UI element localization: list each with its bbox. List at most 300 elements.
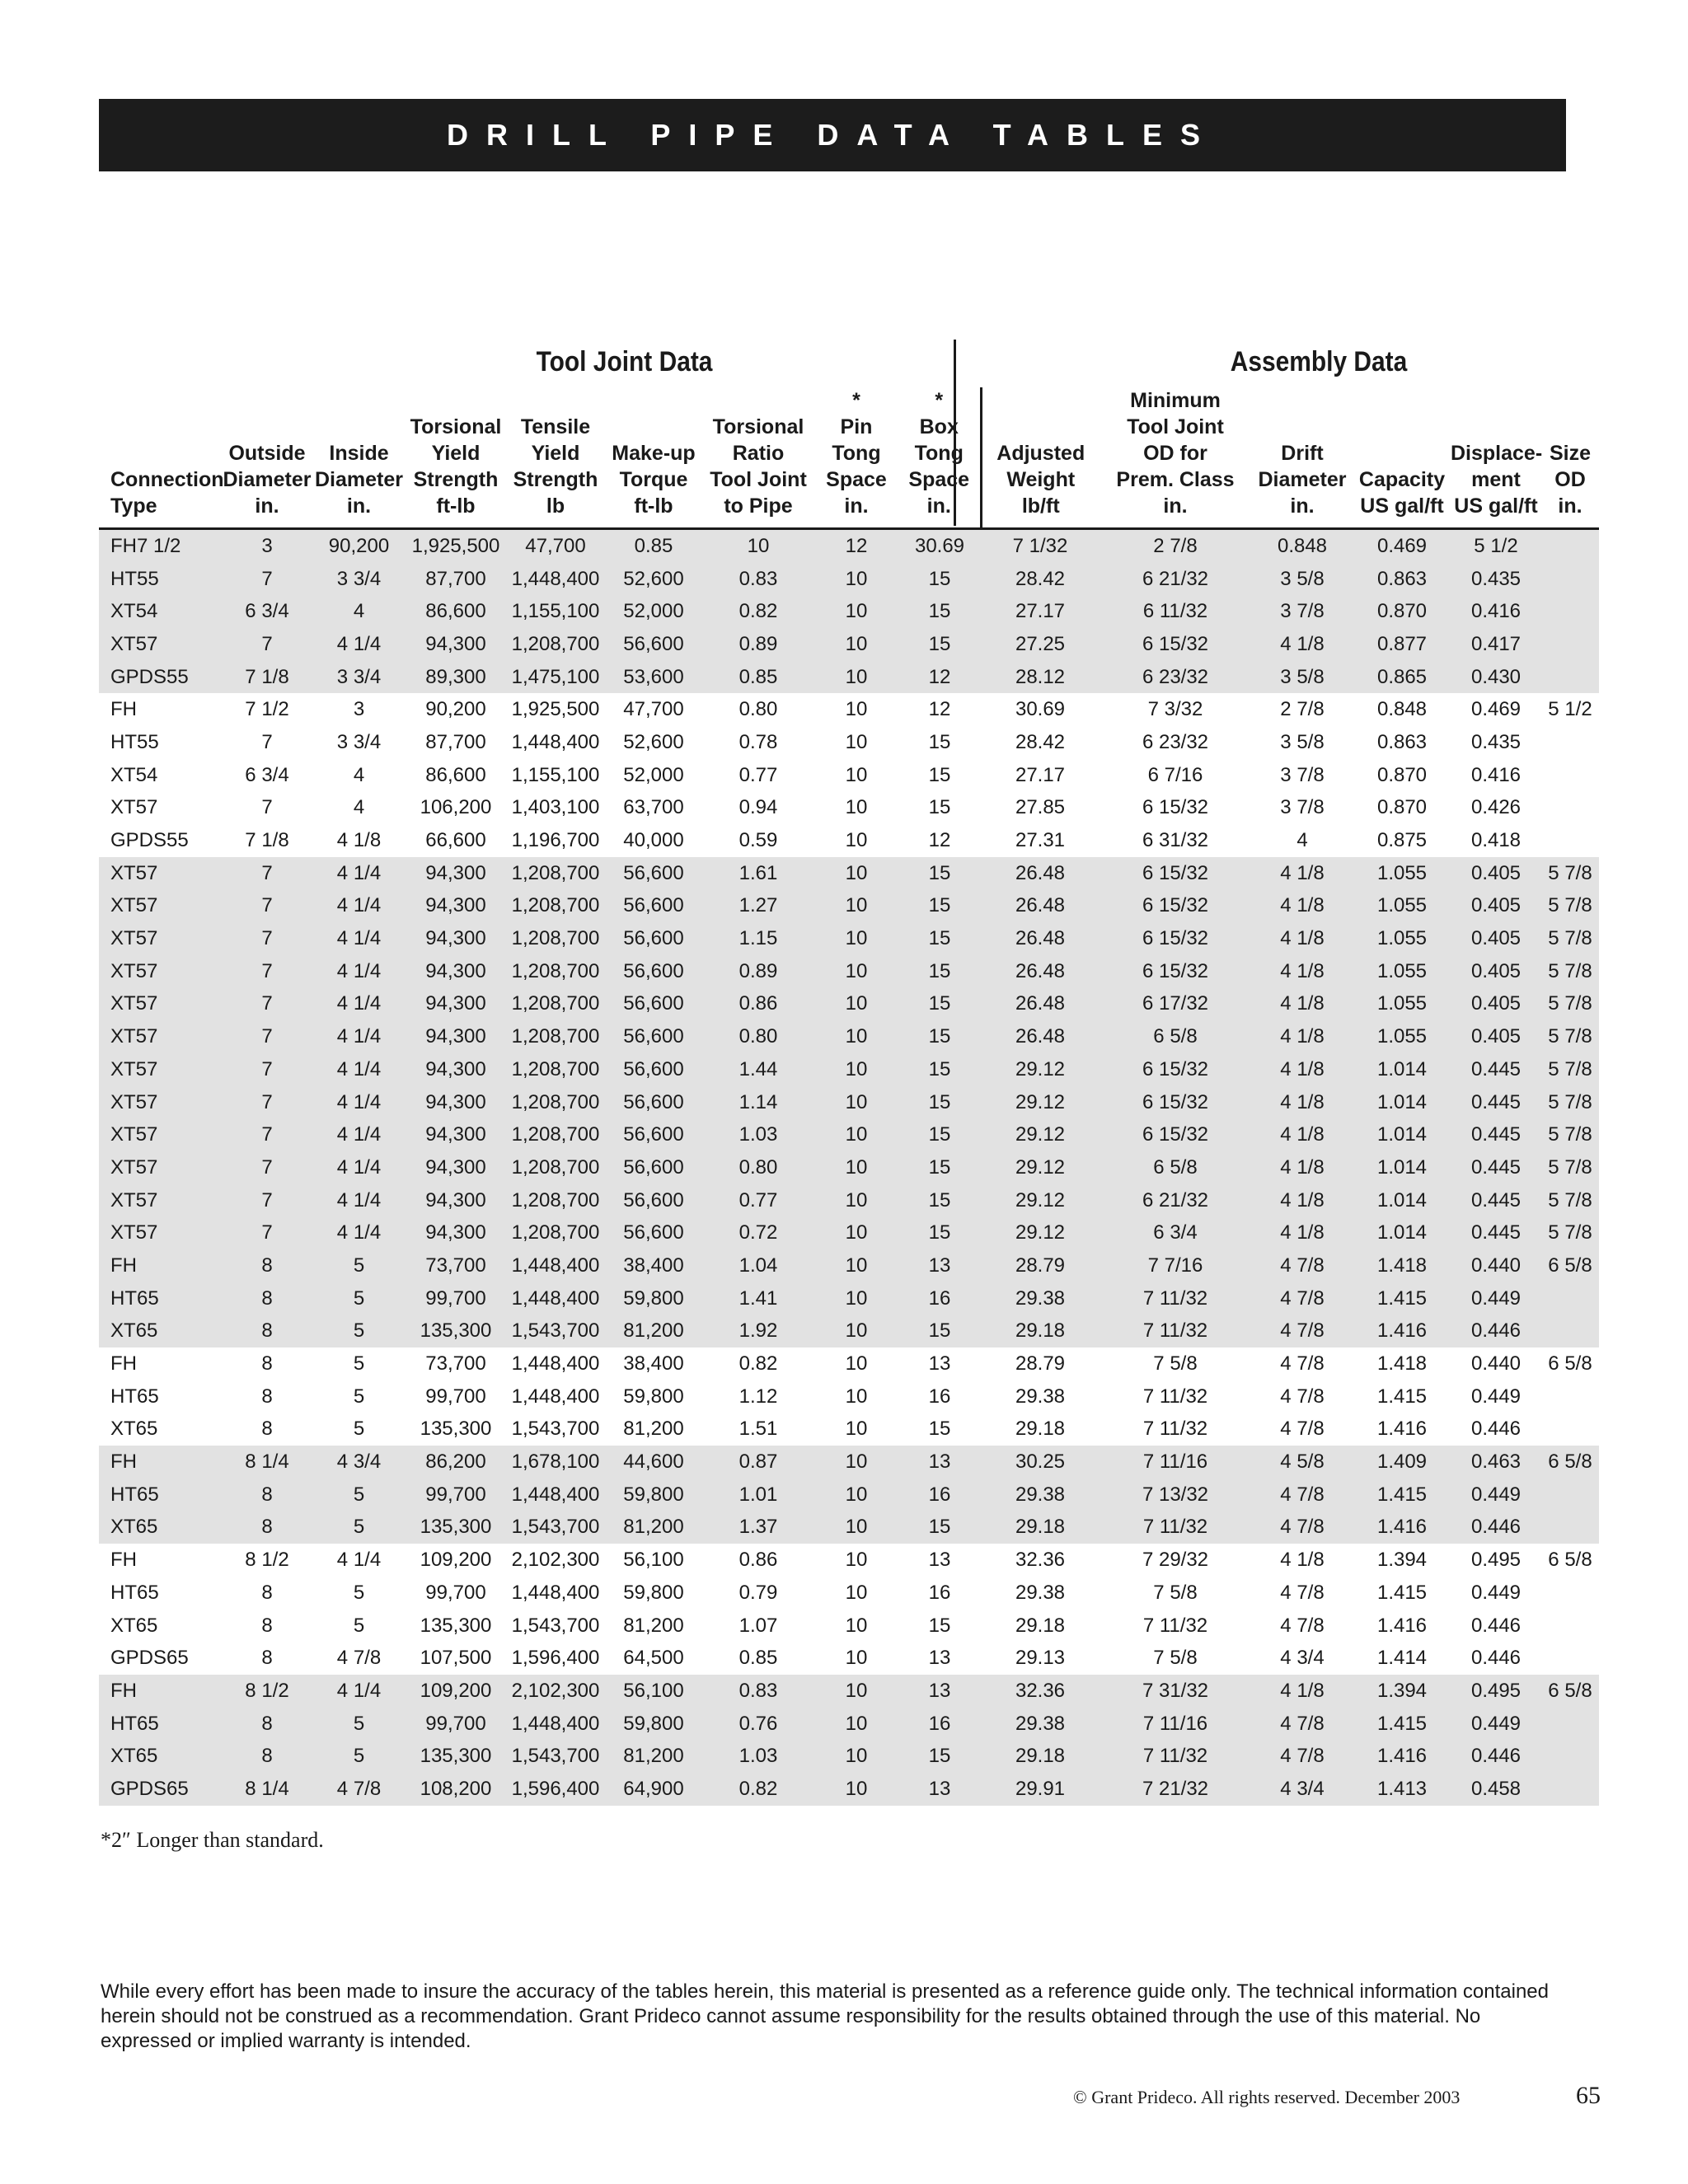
table-cell: 4 7/8: [336, 1647, 382, 1670]
table-cell: 4 1/8: [1251, 1020, 1353, 1053]
table-cell: 1.014: [1353, 1086, 1451, 1119]
table-cell: 10: [845, 1614, 868, 1637]
table-cell: 7 3/32: [1147, 698, 1203, 721]
table-cell: GPDS55: [99, 661, 222, 694]
table-cell: 0.76: [702, 1708, 814, 1741]
table-cell: 13: [898, 1675, 981, 1708]
table-cell: 0.85: [605, 529, 702, 563]
column-header: Inside Diameter in.: [312, 387, 406, 529]
table-cell: 40,000: [623, 829, 684, 852]
table-cell: 15: [898, 563, 981, 596]
table-cell: 52,000: [623, 763, 684, 786]
table-cell: 81,200: [623, 1614, 684, 1637]
table-cell: 7 1/2: [245, 698, 289, 721]
table-cell: 6 31/32: [1142, 829, 1209, 852]
table-cell: 4 7/8: [1251, 1511, 1353, 1544]
table-row: [99, 857, 1599, 890]
table-row: [99, 1053, 1599, 1086]
table-cell: 4 1/4: [336, 1549, 382, 1572]
table-cell: 1.92: [702, 1315, 814, 1348]
table-cell: 5 7/8: [1541, 857, 1599, 890]
table-row: [99, 759, 1599, 792]
table-cell: 0.80: [702, 1151, 814, 1184]
table-cell: 99,700: [406, 1708, 506, 1741]
table-cell: 99,700: [425, 1581, 486, 1604]
table-cell: 7 11/16: [1100, 1708, 1251, 1741]
table-row: [99, 1479, 1599, 1511]
table-cell: 29.18: [981, 1740, 1100, 1773]
table-cell: 44,600: [605, 1446, 702, 1479]
table-cell: 8 1/4: [222, 1446, 312, 1479]
table-cell: 4 1/8: [1251, 1675, 1353, 1708]
table-cell: 53,600: [605, 661, 702, 694]
table-cell: 3 7/8: [1280, 763, 1325, 786]
table-cell: [1541, 1413, 1599, 1446]
table-cell: [1541, 1479, 1599, 1511]
table-cell: 5: [312, 1249, 406, 1282]
table-cell: 1,196,700: [511, 829, 600, 852]
table-cell: 0.80: [702, 1020, 814, 1053]
table-cell: 7: [261, 730, 273, 753]
table-cell: 10: [845, 1581, 868, 1604]
table-cell: 1.394: [1353, 1675, 1451, 1708]
table-cell: 0.445: [1451, 1151, 1541, 1184]
table-cell: 7 5/8: [1153, 1581, 1198, 1604]
table-cell: 26.48: [981, 955, 1100, 988]
table-cell: [1541, 563, 1599, 596]
column-header: Drift Diameter in.: [1251, 387, 1353, 529]
table-cell: 1,596,400: [506, 1773, 605, 1806]
table-cell: 94,300: [406, 1053, 506, 1086]
table-cell: 3 3/4: [312, 661, 406, 694]
table-cell: 1.014: [1353, 1184, 1451, 1217]
table-cell: 0.446: [1451, 1740, 1541, 1773]
table-cell: 5 7/8: [1541, 1216, 1599, 1249]
table-cell: 4 7/8: [1280, 1581, 1325, 1604]
table-cell: XT57: [99, 1118, 222, 1151]
table-cell: 10: [845, 1352, 868, 1376]
table-cell: 1,543,700: [506, 1315, 605, 1348]
table-cell: [1541, 1315, 1599, 1348]
table-cell: 4 7/8: [1251, 1708, 1353, 1741]
table-cell: 1,543,700: [511, 1418, 600, 1441]
column-header: Outside Diameter in.: [222, 387, 312, 529]
table-cell: 4 1/4: [312, 955, 406, 988]
table-cell: 4 1/8: [1251, 857, 1353, 890]
table-cell: XT57: [99, 1151, 222, 1184]
table-cell: FH7 1/2: [99, 529, 222, 563]
table-cell: 0.446: [1451, 1315, 1541, 1348]
table-cell: [1541, 1511, 1599, 1544]
table-cell: 8 1/2: [245, 1549, 289, 1572]
table-cell: 1.44: [702, 1053, 814, 1086]
table-cell: 12: [814, 529, 898, 563]
table-cell: 1.415: [1376, 1581, 1428, 1604]
table-cell: 0.405: [1451, 857, 1541, 890]
table-cell: 4 7/8: [1280, 1352, 1325, 1376]
table-cell: 1.055: [1353, 890, 1451, 923]
table-cell: 56,600: [605, 1216, 702, 1249]
table-cell: 28.42: [1015, 730, 1066, 753]
table-cell: 7 13/32: [1100, 1479, 1251, 1511]
table-cell: 3 3/4: [312, 563, 406, 596]
table-cell: 94,300: [406, 1118, 506, 1151]
table-cell: 4 1/4: [312, 890, 406, 923]
table-cell: 0.72: [702, 1216, 814, 1249]
table-cell: 13: [898, 1773, 981, 1806]
table-row: [99, 955, 1599, 988]
table-cell: 52,600: [605, 563, 702, 596]
table-cell: 15: [898, 1118, 981, 1151]
table-cell: 7 1/32: [981, 529, 1100, 563]
table-cell: 16: [928, 1385, 951, 1408]
column-header: Displace- ment US gal/ft: [1451, 387, 1541, 529]
table-cell: 1.415: [1353, 1479, 1451, 1511]
table-cell: 5: [353, 1352, 365, 1376]
table-cell: 0.445: [1451, 1053, 1541, 1086]
table-cell: 6 5/8: [1548, 1352, 1592, 1376]
table-cell: 6 5/8: [1541, 1675, 1599, 1708]
table-cell: 1,448,400: [511, 1352, 600, 1376]
table-cell: 29.12: [981, 1053, 1100, 1086]
table-cell: 1,543,700: [506, 1511, 605, 1544]
table-cell: 4 5/8: [1251, 1446, 1353, 1479]
table-cell: 6 23/32: [1142, 730, 1209, 753]
table-cell: 56,100: [623, 1549, 684, 1572]
table-cell: 4 1/8: [1280, 1549, 1325, 1572]
table-cell: 99,700: [425, 1385, 486, 1408]
table-row: [99, 988, 1599, 1021]
table-cell: 4 7/8: [1251, 1282, 1353, 1315]
table-cell: 0.877: [1353, 628, 1451, 661]
table-cell: 10: [702, 529, 814, 563]
table-cell: 0.445: [1451, 1216, 1541, 1249]
table-cell: FH: [110, 1549, 137, 1572]
table-cell: 7: [222, 1118, 312, 1151]
table-cell: 29.18: [981, 1315, 1100, 1348]
table-cell: 0.86: [738, 1549, 778, 1572]
table-cell: 4 1/8: [1251, 1086, 1353, 1119]
table-cell: 6 7/16: [1147, 763, 1203, 786]
table-cell: 4 1/8: [1251, 1053, 1353, 1086]
table-cell: 1.415: [1376, 1385, 1428, 1408]
table-row: [99, 1708, 1599, 1741]
table-cell: XT57: [99, 955, 222, 988]
table-cell: 94,300: [406, 857, 506, 890]
table-cell: 1.15: [702, 922, 814, 955]
table-cell: [1541, 628, 1599, 661]
table-cell: 0.89: [702, 955, 814, 988]
table-cell: 7 11/32: [1142, 1385, 1208, 1408]
table-row: [99, 693, 1599, 726]
table-cell: 4 1/8: [1251, 1118, 1353, 1151]
table-cell: 3 3/4: [336, 730, 382, 753]
table-cell: 4 1/4: [312, 1675, 406, 1708]
table-cell: 10: [814, 1708, 898, 1741]
table-cell: 7 11/32: [1100, 1511, 1251, 1544]
table-cell: XT57: [99, 988, 222, 1021]
table-cell: 4 1/8: [1251, 890, 1353, 923]
table-cell: 27.17: [981, 595, 1100, 628]
table-cell: 27.17: [1015, 763, 1066, 786]
table-cell: 87,700: [425, 730, 486, 753]
column-header: Torsional Yield Strength ft-lb: [406, 387, 506, 529]
table-cell: 1,678,100: [506, 1446, 605, 1479]
table-cell: 6 11/32: [1100, 595, 1251, 628]
table-cell: 1,543,700: [506, 1740, 605, 1773]
table-cell: 5 7/8: [1541, 1086, 1599, 1119]
table-cell: 29.18: [1015, 1614, 1066, 1637]
table-cell: 1.415: [1353, 1708, 1451, 1741]
table-cell: [1541, 1282, 1599, 1315]
table-cell: 5: [353, 1581, 365, 1604]
table-cell: HT65: [99, 1708, 222, 1741]
column-header: Adjusted Weight lb/ft: [981, 387, 1100, 529]
table-cell: 1,208,700: [506, 890, 605, 923]
table-cell: 1.055: [1353, 988, 1451, 1021]
table-cell: 4 7/8: [1280, 1614, 1325, 1637]
table-cell: 0.83: [702, 1675, 814, 1708]
table-cell: 8: [222, 1282, 312, 1315]
table-cell: 1.416: [1353, 1511, 1451, 1544]
table-cell: 10: [845, 698, 868, 721]
table-cell: 1,155,100: [511, 763, 600, 786]
table-row: [99, 1511, 1599, 1544]
table-cell: GPDS65: [99, 1773, 222, 1806]
column-header: Minimum Tool Joint OD for Prem. Class in.: [1100, 387, 1251, 529]
table-cell: 29.91: [981, 1773, 1100, 1806]
table-cell: 1.418: [1376, 1352, 1428, 1376]
column-header: Torsional Ratio Tool Joint to Pipe: [702, 387, 814, 529]
table-cell: 15: [898, 1511, 981, 1544]
table-cell: 0.82: [702, 595, 814, 628]
table-cell: 0.59: [738, 829, 778, 852]
table-cell: 15: [898, 922, 981, 955]
table-cell: 10: [814, 1675, 898, 1708]
table-row: [99, 1184, 1599, 1217]
table-cell: 4 1/4: [312, 1151, 406, 1184]
table-cell: 0.449: [1470, 1385, 1522, 1408]
table-cell: XT57: [99, 1086, 222, 1119]
table-cell: 89,300: [406, 661, 506, 694]
table-cell: 0.446: [1470, 1614, 1522, 1637]
table-cell: 1.04: [702, 1249, 814, 1282]
table-cell: 1,155,100: [506, 595, 605, 628]
table-cell: 38,400: [605, 1249, 702, 1282]
table-cell: 6 17/32: [1100, 988, 1251, 1021]
table-cell: 15: [928, 730, 951, 753]
table-cell: 0.870: [1376, 796, 1428, 819]
table-cell: 29.38: [1015, 1385, 1066, 1408]
table-cell: 0.449: [1451, 1479, 1541, 1511]
table-cell: 1.07: [738, 1614, 778, 1637]
table-cell: 10: [814, 988, 898, 1021]
table-cell: 1,925,500: [406, 529, 506, 563]
table-cell: 1,448,400: [511, 1581, 600, 1604]
table-cell: 16: [898, 1479, 981, 1511]
table-cell: 15: [898, 890, 981, 923]
table-cell: 0.435: [1451, 563, 1541, 596]
table-cell: 0.82: [702, 1773, 814, 1806]
table-cell: 1.014: [1353, 1118, 1451, 1151]
table-cell: 0.446: [1470, 1418, 1522, 1441]
table-cell: 1,208,700: [506, 1053, 605, 1086]
table-cell: 1,448,400: [506, 1708, 605, 1741]
table-cell: 4: [353, 763, 365, 786]
table-cell: 0.445: [1451, 1184, 1541, 1217]
table-cell: 6 15/32: [1142, 796, 1209, 819]
table-cell: 5 7/8: [1541, 890, 1599, 923]
table-cell: 7 7/16: [1100, 1249, 1251, 1282]
table-cell: 90,200: [312, 529, 406, 563]
table-cell: 10: [845, 829, 868, 852]
table-cell: 0.848: [1251, 529, 1353, 563]
table-cell: 4: [312, 595, 406, 628]
table-cell: 0.78: [738, 730, 778, 753]
table-cell: 8: [222, 1249, 312, 1282]
table-cell: 3 5/8: [1251, 661, 1353, 694]
table-cell: 29.18: [1015, 1418, 1066, 1441]
table-cell: 8: [261, 1614, 273, 1637]
table-cell: 52,600: [623, 730, 684, 753]
table-cell: 56,600: [605, 1151, 702, 1184]
table-cell: 10: [814, 857, 898, 890]
table-cell: XT54: [99, 595, 222, 628]
table-cell: 6 3/4: [222, 595, 312, 628]
table-cell: 99,700: [406, 1479, 506, 1511]
table-row: [99, 1216, 1599, 1249]
table-cell: 15: [928, 1614, 951, 1637]
table-cell: 6 21/32: [1100, 1184, 1251, 1217]
table-cell: HT55: [99, 563, 222, 596]
table-cell: 6 23/32: [1100, 661, 1251, 694]
table-cell: [1541, 595, 1599, 628]
table-cell: 94,300: [406, 1216, 506, 1249]
table-cell: 27.25: [981, 628, 1100, 661]
table-cell: 29.13: [1015, 1647, 1066, 1670]
table-cell: 4 1/4: [312, 1118, 406, 1151]
table-cell: HT55: [110, 730, 159, 753]
table-cell: 10: [814, 955, 898, 988]
table-cell: 0.405: [1451, 922, 1541, 955]
table-row: [99, 1642, 1599, 1675]
table-cell: 1,448,400: [506, 563, 605, 596]
table-cell: 6 15/32: [1100, 857, 1251, 890]
table-cell: 27.31: [1015, 829, 1066, 852]
table-cell: 81,200: [605, 1511, 702, 1544]
column-header: Tensile Yield Strength lb: [506, 387, 605, 529]
table-cell: 15: [898, 595, 981, 628]
table-cell: 0.446: [1451, 1511, 1541, 1544]
table-cell: 30.69: [898, 529, 981, 563]
table-cell: 12: [898, 661, 981, 694]
table-cell: 5: [312, 1282, 406, 1315]
table-cell: 10: [814, 1151, 898, 1184]
table-cell: 10: [814, 1773, 898, 1806]
table-cell: 56,600: [605, 1118, 702, 1151]
table-cell: 1,448,400: [511, 730, 600, 753]
table-cell: [1541, 661, 1599, 694]
table-cell: 94,300: [406, 988, 506, 1021]
table-cell: 4 3/4: [312, 1446, 406, 1479]
table-cell: 16: [928, 1581, 951, 1604]
table-cell: 1.418: [1353, 1249, 1451, 1282]
table-cell: 8: [261, 1418, 273, 1441]
table-cell: 6 5/8: [1100, 1020, 1251, 1053]
table-cell: 2,102,300: [506, 1675, 605, 1708]
table-cell: 47,700: [506, 529, 605, 563]
table-cell: FH: [99, 1675, 222, 1708]
table-row: [99, 1315, 1599, 1348]
table-cell: 0.469: [1470, 698, 1522, 721]
table-cell: 7 1/8: [245, 829, 289, 852]
table-cell: 1.413: [1353, 1773, 1451, 1806]
table-cell: 16: [898, 1282, 981, 1315]
table-cell: 7 11/32: [1100, 1740, 1251, 1773]
table-cell: 4 7/8: [1251, 1740, 1353, 1773]
table-cell: 0.458: [1451, 1773, 1541, 1806]
table-cell: 56,600: [605, 1053, 702, 1086]
table-cell: 5 7/8: [1541, 1184, 1599, 1217]
table-cell: 10: [814, 1053, 898, 1086]
table-cell: 1,208,700: [506, 1216, 605, 1249]
table-cell: 56,600: [605, 922, 702, 955]
column-header: Make-up Torque ft-lb: [605, 387, 702, 529]
table-cell: 66,600: [425, 829, 486, 852]
table-cell: [1541, 824, 1599, 857]
table-cell: XT57: [99, 1184, 222, 1217]
table-cell: 7: [222, 1151, 312, 1184]
table-cell: 56,600: [605, 955, 702, 988]
table-cell: 10: [845, 1385, 868, 1408]
table-cell: 0.445: [1451, 1086, 1541, 1119]
table-cell: 0.870: [1353, 595, 1451, 628]
table-cell: 0.863: [1376, 730, 1428, 753]
table-cell: 0.463: [1451, 1446, 1541, 1479]
table-cell: 6 15/32: [1100, 628, 1251, 661]
table-row: [99, 1610, 1599, 1643]
table-cell: 1,448,400: [506, 1282, 605, 1315]
table-cell: 7: [222, 628, 312, 661]
copyright: © Grant Prideco. All rights reserved. December 2003: [1073, 2087, 1461, 2107]
table-cell: 56,100: [605, 1675, 702, 1708]
table-row: [99, 1020, 1599, 1053]
table-cell: 15: [898, 628, 981, 661]
table-cell: 4 1/8: [1251, 1216, 1353, 1249]
table-cell: 12: [928, 829, 951, 852]
table-cell: 6 5/8: [1541, 1446, 1599, 1479]
table-cell: 7: [222, 922, 312, 955]
column-header: Connection Type: [99, 387, 222, 529]
table-cell: 1.51: [738, 1418, 778, 1441]
table-cell: [1541, 1708, 1599, 1741]
table-cell: XT57: [99, 1216, 222, 1249]
table-cell: 26.48: [981, 890, 1100, 923]
table-cell: FH: [99, 1446, 222, 1479]
table-cell: 28.12: [981, 661, 1100, 694]
table-cell: 87,700: [406, 563, 506, 596]
table-cell: 10: [845, 1418, 868, 1441]
table-cell: 29.38: [1015, 1581, 1066, 1604]
table-cell: 1.055: [1353, 922, 1451, 955]
table-cell: 4 1/8: [1251, 1151, 1353, 1184]
table-cell: 0.449: [1470, 1581, 1522, 1604]
table-cell: 8: [261, 1581, 273, 1604]
table-row: [99, 824, 1599, 857]
table-cell: 10: [814, 1249, 898, 1282]
table-cell: 3 5/8: [1251, 563, 1353, 596]
table-cell: 1,208,700: [506, 1020, 605, 1053]
